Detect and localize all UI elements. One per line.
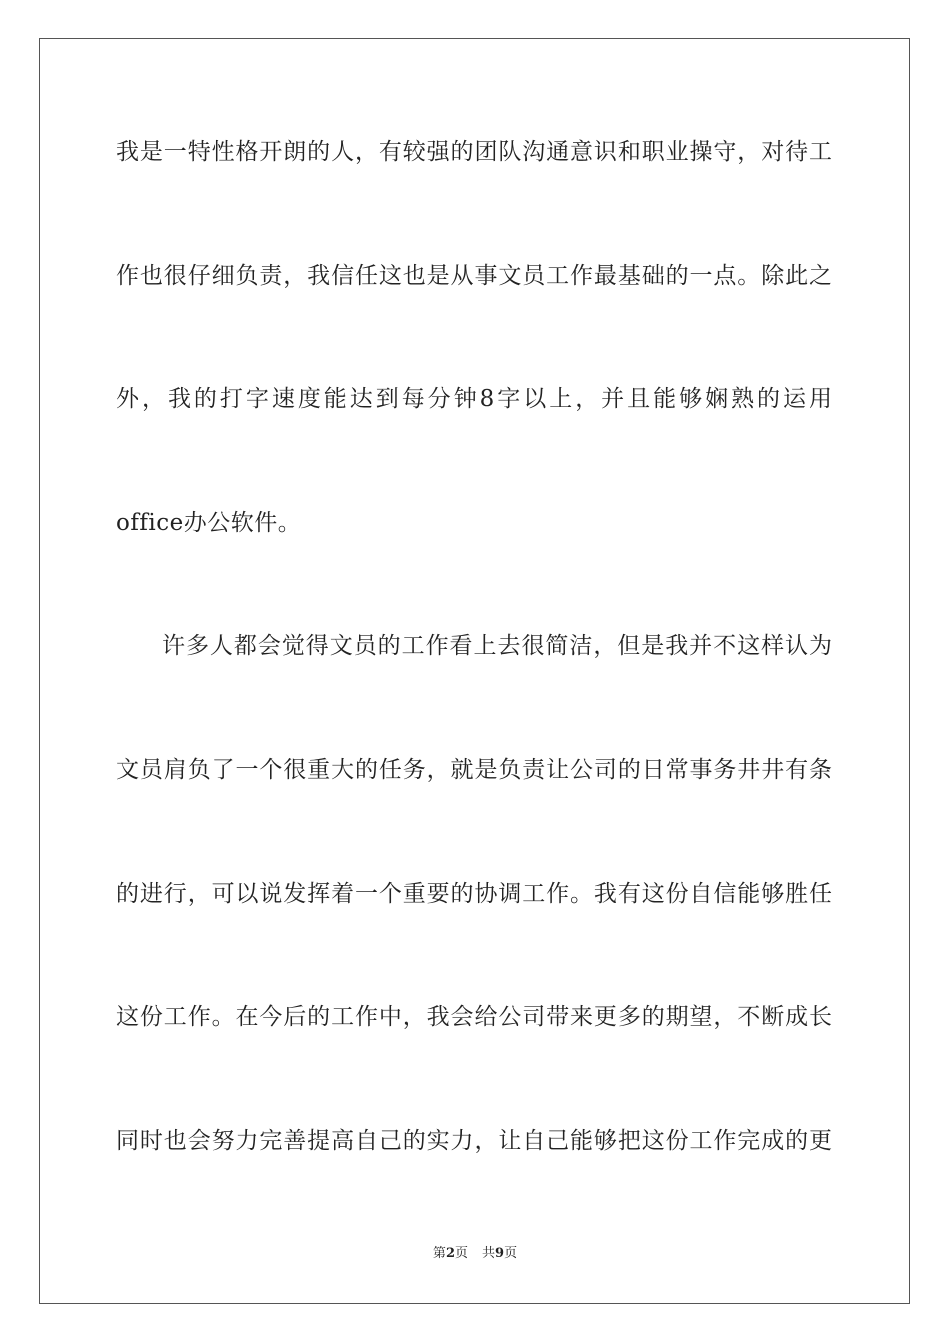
text-line: 这份工作。在今后的工作中，我会给公司带来更多的期望，不断成长 <box>116 1004 832 1030</box>
text-line: 同时也会努力完善提高自己的实力，让自己能够把这份工作完成的更 <box>116 1128 832 1154</box>
total-suffix: 页 <box>504 1246 518 1261</box>
page-prefix: 第 <box>432 1246 446 1261</box>
page-footer <box>0 1244 950 1264</box>
text-line: 我是一特性格开朗的人，有较强的团队沟通意识和职业操守，对待工 <box>116 139 832 165</box>
page-border <box>39 38 910 1304</box>
text-line: 许多人都会觉得文员的工作看上去很简洁，但是我并不这样认为 <box>162 633 832 659</box>
total-prefix: 共 <box>482 1246 496 1261</box>
page-suffix: 页 <box>454 1246 468 1261</box>
text-line: 文员肩负了一个很重大的任务，就是负责让公司的日常事务井井有条 <box>116 757 832 783</box>
text-line: office办公软件。 <box>116 510 302 536</box>
current-page-number: 2 <box>445 1246 455 1261</box>
total-pages-number: 9 <box>495 1246 505 1261</box>
text-line: 外，我的打字速度能达到每分钟8字以上，并且能够娴熟的运用 <box>116 386 832 412</box>
text-line: 作也很仔细负责，我信任这也是从事文员工作最基础的一点。除此之 <box>116 263 832 289</box>
text-line: 的进行，可以说发挥着一个重要的协调工作。我有这份自信能够胜任 <box>116 881 832 907</box>
